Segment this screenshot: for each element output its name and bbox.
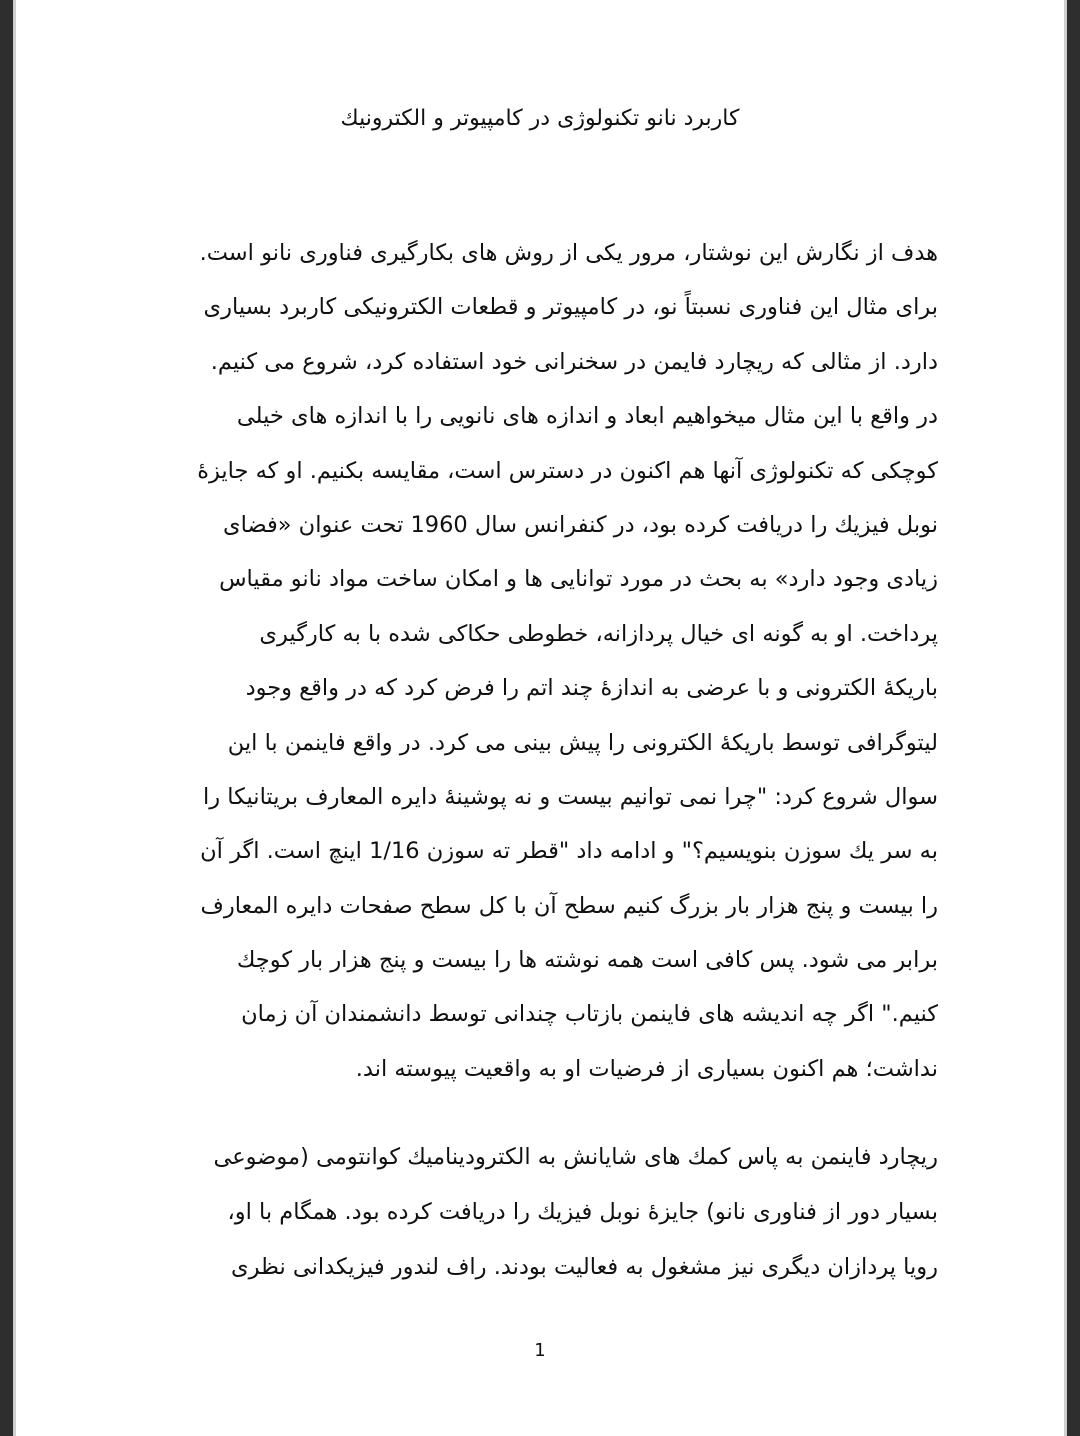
- text-line: کنیم." اگر چه اندیشه های فاینمن بازتاب چندانی توسط دانشمندان آن زمان: [241, 1001, 938, 1028]
- text-line: ریچارد فاینمن به پاس کمك های شایانش به الکترودینامیك کوانتومی (موضوعی: [213, 1144, 938, 1170]
- text-line: برابر می شود. پس کافی است همه نوشته ها را بیست و پنج هزار بار کوچك: [236, 947, 938, 974]
- document-page: [13, 0, 1067, 1436]
- paragraph-2: [138, 1135, 938, 1300]
- document-title: کاربرد نانو تکنولوژی در کامپیوتر و الکترونیك: [340, 106, 740, 131]
- text-line: لیتوگرافی توسط باریکهٔ الکترونی را پیش بینی می کرد. در واقع فاینمن با این: [227, 729, 938, 756]
- text-line: در واقع با این مثال میخواهیم ابعاد و اندازه های نانویی را با اندازه های خیلی: [236, 403, 938, 430]
- paragraph-1: [138, 231, 938, 1101]
- page-number: 1: [534, 1340, 546, 1361]
- text-line: به سر یك سوزن بنویسیم؟" و ادامه داد "قطر ته سوزن 1/16 اینچ است. اگر آن: [200, 838, 938, 865]
- text-line: برای مثال این فناوری نسبتاً نو، در کامپیوتر و قطعات الکترونیکی کاربرد بسیاری: [203, 294, 938, 321]
- text-line: هدف از نگارش این نوشتار، مرور یکی از روش های بکارگیری فناوری نانو است.: [199, 240, 938, 266]
- text-line: بسیار دور از فناوری نانو) جایزهٔ نوبل فیزیك را دریافت کرده بود. همگام با او،: [227, 1199, 938, 1225]
- text-line: نوبل فیزیك را دریافت کرده بود، در کنفرانس سال 1960 تحت عنوان «فضای: [223, 511, 938, 538]
- text-line: زیادی وجود دارد» به بحث در مورد توانایی ها و امکان ساخت مواد نانو مقیاس: [219, 566, 938, 593]
- text-line: باریکهٔ الکترونی و با عرضی به اندازهٔ چند اتم را فرض کرد که در واقع وجود: [245, 675, 938, 702]
- text-line: پرداخت. او به گونه ای خیال پردازانه، خطوطی حکاکی شده با به کارگیری: [259, 620, 938, 647]
- text-line: سوال شروع کرد: "چرا نمی توانیم بیست و نه پوشینهٔ دایره المعارف بریتانیکا را: [202, 783, 938, 810]
- text-line: نداشت؛ هم اکنون بسیاری از فرضیات او به واقعیت پیوسته اند.: [355, 1055, 938, 1082]
- text-line: را بیست و پنج هزار بار بزرگ کنیم سطح آن با کل سطح صفحات دایره المعارف: [200, 892, 938, 919]
- text-line: کوچکی که تکنولوژی آنها هم اکنون در دسترس است، مقایسه بکنیم. او که جایزهٔ: [197, 457, 938, 484]
- text-line: دارد. از مثالی که ریچارد فایمن در سخنرانی خود استفاده کرد، شروع می کنیم.: [210, 348, 938, 375]
- text-line: رویا پردازان دیگری نیز مشغول به فعالیت بودند. راف لندور فیزیکدانی نظری: [230, 1254, 938, 1280]
